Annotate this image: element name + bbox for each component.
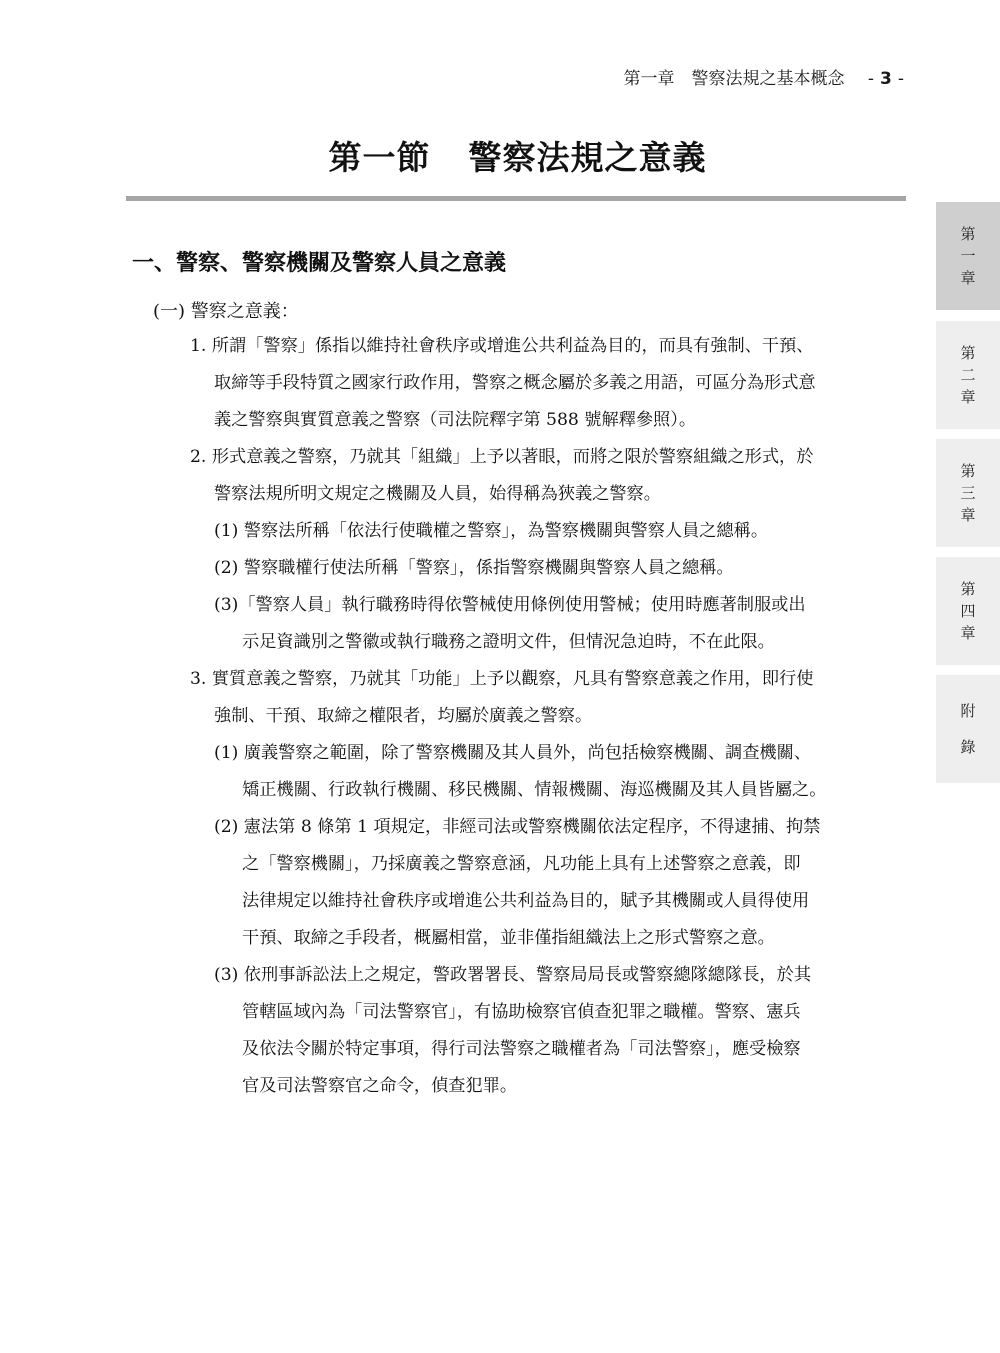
text-line: 干預、取締之手段者，概屬相當，並非僅指組織法上之形式警察之意。: [242, 928, 775, 948]
section-title-text: 警察法規之意義: [468, 138, 707, 177]
chapter-tab-5[interactable]: [936, 675, 1000, 783]
chapter-tab-char: 章: [960, 624, 976, 642]
text-line: (2) 憲法第 8 條第 1 項規定，非經司法或警察機關依法定程序，不得逮捕、拘禁: [214, 817, 821, 837]
text-line: 2. 形式意義之警察，乃就其「組織」上予以著眼，而將之限於警察組織之形式，於: [190, 447, 814, 467]
chapter-tab-char: 四: [960, 602, 976, 620]
text-line: 官及司法警察官之命令，偵查犯罪。: [242, 1076, 518, 1096]
running-header: [623, 64, 904, 89]
chapter-tab-char: 章: [960, 506, 976, 524]
text-line: 管轄區域內為「司法警察官」，有協助檢察官偵查犯罪之職權。警察、憲兵: [242, 1002, 801, 1022]
chapter-tab-char: 第: [960, 462, 976, 480]
section-title: [0, 132, 1000, 179]
chapter-tab-2[interactable]: [936, 321, 1000, 429]
heading-level-2: (一) 警察之意義：: [153, 301, 299, 322]
chapter-tab-1[interactable]: [936, 202, 1000, 310]
chapter-tab-3[interactable]: [936, 439, 1000, 547]
chapter-tab-char: 一: [960, 247, 976, 265]
text-line: (1) 警察法所稱「依法行使職權之警察」，為警察機關與警察人員之總稱。: [214, 521, 769, 541]
chapter-tab-char: 附: [960, 702, 976, 720]
text-line: 法律規定以維持社會秩序或增進公共利益為目的，賦予其機關或人員得使用: [242, 891, 810, 911]
text-line: 3. 實質意義之警察，乃就其「功能」上予以觀察，凡具有警察意義之作用，即行使: [190, 669, 814, 689]
chapter-tab-char: 第: [960, 344, 976, 362]
chapter-tab-char: 章: [960, 269, 976, 287]
header-chapter: 第一章 警察法規之基本概念: [623, 69, 845, 89]
page-number: - 3 -: [867, 69, 904, 89]
chapter-tab-char: 錄: [960, 738, 976, 756]
text-line: 示足資識別之警徽或執行職務之證明文件，但情況急迫時，不在此限。: [242, 632, 775, 652]
chapter-tab-char: 三: [960, 484, 976, 502]
text-line: 矯正機關、行政執行機關、移民機關、情報機關、海巡機關及其人員皆屬之。: [242, 780, 827, 800]
section-title-label: 第一節: [328, 138, 431, 177]
chapter-tab-char: 章: [960, 388, 976, 406]
text-line: (2) 警察職權行使法所稱「警察」，係指警察機關與警察人員之總稱。: [214, 558, 734, 578]
text-line: 警察法規所明文規定之機關及人員，始得稱為狹義之警察。: [214, 484, 661, 504]
text-line: 及依法令關於特定事項，得行司法警察之職權者為「司法警察」，應受檢察: [242, 1039, 801, 1059]
text-line: 義之警察與實質意義之警察（司法院釋字第 588 號解釋參照）。: [214, 410, 697, 430]
text-line: 之「警察機關」，乃採廣義之警察意涵，凡功能上具有上述警察之意義，即: [242, 854, 801, 874]
text-line: (3)「警察人員」執行職務時得依警械使用條例使用警械；使用時應著制服或出: [214, 595, 806, 615]
chapter-tab-char: 第: [960, 580, 976, 598]
title-divider: [126, 196, 906, 201]
chapter-tab-char: 第: [960, 225, 976, 243]
text-line: 強制、干預、取締之權限者，均屬於廣義之警察。: [214, 706, 593, 726]
text-line: (1) 廣義警察之範圍，除了警察機關及其人員外，尚包括檢察機關、調查機關、: [214, 743, 812, 763]
chapter-tab-4[interactable]: [936, 557, 1000, 665]
text-line: 取締等手段特質之國家行政作用，警察之概念屬於多義之用語，可區分為形式意: [214, 373, 816, 393]
chapter-tab-char: 二: [960, 366, 976, 384]
text-line: 1. 所謂「警察」係指以維持社會秩序或增進公共利益為目的，而具有強制、干預、: [190, 336, 814, 356]
text-line: (3) 依刑事訴訟法上之規定，警政署署長、警察局局長或警察總隊總隊長，於其: [214, 965, 812, 985]
heading-level-1: 一、警察、警察機關及警察人員之意義: [132, 251, 507, 276]
